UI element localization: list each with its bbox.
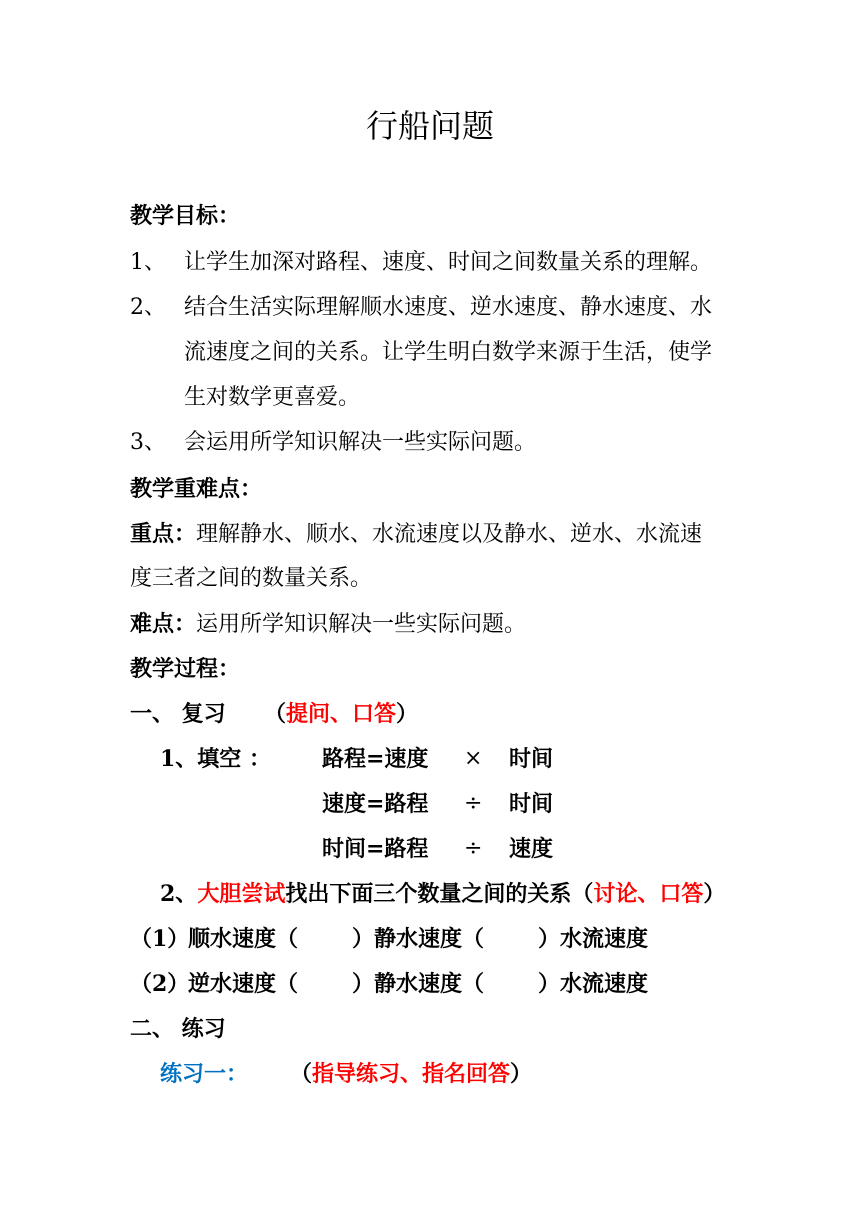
formula-right: 时间 bbox=[509, 791, 554, 817]
objective-number: 2、 bbox=[130, 295, 166, 320]
note-text: 提问、口答 bbox=[286, 701, 397, 727]
objective-text: 结合生活实际理解顺水速度、逆水速度、静水速度、水 bbox=[184, 295, 713, 320]
relation-part-a: 顺水速度（ bbox=[188, 926, 299, 952]
key-point-label: 重点： bbox=[130, 521, 197, 547]
key-point-paragraph bbox=[130, 519, 702, 550]
multiply-sign: × bbox=[464, 746, 483, 771]
note-paren-open: （ bbox=[264, 701, 287, 727]
note-paren-close: ） bbox=[510, 1061, 533, 1087]
relation-number: （1） bbox=[130, 926, 190, 952]
formula-left: 速度=路程 bbox=[322, 791, 429, 817]
document-title: 行船问题 bbox=[365, 107, 494, 145]
key-points-heading: 教学重难点： bbox=[130, 476, 263, 502]
formula-left: 时间=路程 bbox=[322, 836, 429, 862]
divide-sign: ÷ bbox=[464, 791, 483, 816]
difficult-point-text: 运用所学知识解决一些实际问题。 bbox=[196, 612, 527, 637]
try-text: 找出下面三个数量之间的关系（ bbox=[285, 881, 594, 907]
key-point-text: 理解静水、顺水、水流速度以及静水、逆水、水流速 bbox=[196, 522, 703, 547]
relation-part-c: ）水流速度 bbox=[538, 971, 649, 997]
try-number: 2、 bbox=[160, 881, 198, 907]
formula-right: 时间 bbox=[509, 746, 554, 772]
exercise-note bbox=[290, 1059, 532, 1089]
divide-sign: ÷ bbox=[464, 836, 483, 861]
section-review-heading bbox=[130, 699, 226, 729]
objective-number: 1、 bbox=[130, 250, 166, 275]
note-paren-close: ） bbox=[396, 701, 419, 727]
relation-part-a: 逆水速度（ bbox=[188, 971, 299, 997]
relation-number: （2） bbox=[130, 971, 190, 997]
objective-text: 让学生加深对路程、速度、时间之间数量关系的理解。 bbox=[184, 250, 713, 275]
fill-blank-label: 1、填空 ： bbox=[160, 746, 271, 772]
formula-left: 路程=速度 bbox=[322, 746, 429, 772]
objective-number: 3、 bbox=[130, 430, 166, 455]
try-paren-close: ） bbox=[703, 881, 726, 907]
objective-text: 会运用所学知识解决一些实际问题。 bbox=[184, 430, 537, 455]
relation-part-c: ）水流速度 bbox=[538, 926, 649, 952]
try-note: 讨论、口答 bbox=[593, 881, 704, 907]
note-text: 指导练习、指名回答 bbox=[312, 1061, 511, 1087]
formula-right: 速度 bbox=[509, 836, 554, 862]
try-highlight: 大胆尝试 bbox=[197, 881, 286, 907]
objective-text-continued: 流速度之间的关系。让学生明白数学来源于生活，使学 bbox=[184, 340, 713, 365]
objective-text-continued: 生对数学更喜爱。 bbox=[184, 385, 361, 410]
difficult-point-label: 难点： bbox=[130, 611, 197, 637]
note-paren-open: （ bbox=[290, 1061, 313, 1087]
process-heading: 教学过程： bbox=[130, 656, 241, 682]
difficult-point-paragraph bbox=[130, 609, 526, 640]
try-instruction bbox=[160, 879, 725, 909]
exercise-label: 练习一： bbox=[160, 1061, 249, 1087]
section-review-label: 一、 复习 bbox=[130, 701, 226, 727]
section-review-note bbox=[264, 699, 418, 729]
key-point-text-continued: 度三者之间的数量关系。 bbox=[130, 566, 373, 591]
objectives-heading: 教学目标： bbox=[130, 203, 241, 229]
section-practice-heading: 二、 练习 bbox=[130, 1016, 226, 1042]
relation-part-b: ）静水速度（ bbox=[352, 926, 485, 952]
relation-part-b: ）静水速度（ bbox=[352, 971, 485, 997]
